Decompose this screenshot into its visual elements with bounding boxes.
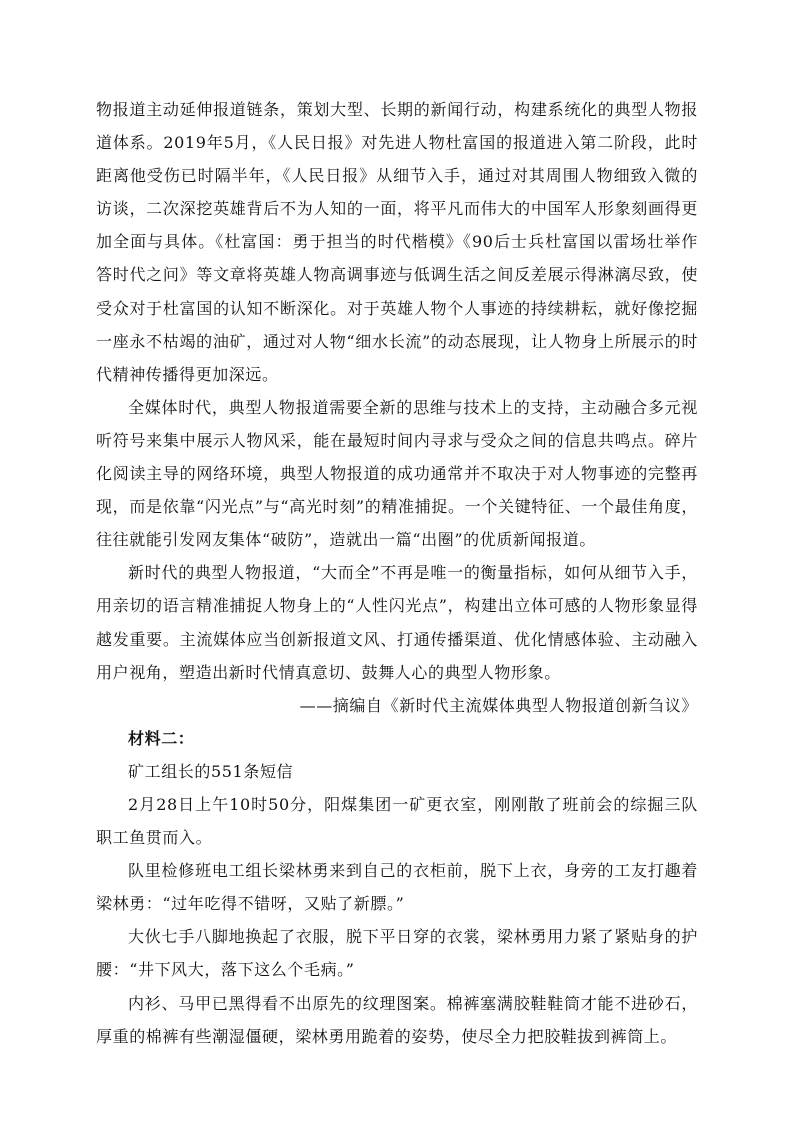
body-paragraph: 大伙七手八脚地换起了衣服，脱下平日穿的衣裳，梁林勇用力紧了紧贴身的护腰：“井下风大，落下这么个毛病。”: [96, 927, 698, 980]
body-paragraph: 物报道主动延伸报道链条，策划大型、长期的新闻行动，构建系统化的典型人物报道体系。2019年5月，《人民日报》对先进人物杜富国的报道进入第二阶段，此时距离他受伤已时隔半年，《人民日报》从细节入手，通过对其周围人物细致入微的访谈，二次深挖英雄背后不为人知的一面，将平凡而伟大的中国军人形象刻画得更加全面与具体。《杜富国：勇于担当的时代楷模》《90后士兵杜富国以雷场壮举作答时代之问》等文章将英雄人物高调事迹与低调生活之间反差展示得淋漓尽致，使受众对于杜富国的认知不断深化。对于英雄人物个人事迹的持续耕耘，就好像挖掘一座永不枯竭的油矿，通过对人物“细水长流”的动态展现，让人物身上所展示的时代精神传播得更加深远。: [96, 100, 698, 384]
body-paragraph: 全媒体时代，典型人物报道需要全新的思维与技术上的支持，主动融合多元视听符号来集中展示人物风采，能在最短时间内寻求与受众之间的信息共鸣点。碎片化阅读主导的网络环境，典型人物报道的成功通常并不取决于对人物事迹的完整再现，而是依靠“闪光点”与“高光时刻”的精准捕捉。一个关键特征、一个最佳角度，往往就能引发网友集体“破防”，造就出一篇“出圈”的优质新闻报道。: [96, 397, 698, 550]
body-paragraph: 新时代的典型人物报道，“大而全”不再是唯一的衡量指标，如何从细节入手，用亲切的语言精准捕捉人物身上的“人性闪光点”，构建出立体可感的人物形象显得越发重要。主流媒体应当创新报道文风、打通传播渠道、优化情感体验、主动融入用户视角，塑造出新时代情真意切、鼓舞人心的典型人物形象。: [96, 563, 698, 682]
article-title: 矿工组长的551条短信: [128, 761, 294, 781]
document-page: [96, 93, 698, 1053]
body-paragraph: 内衫、马甲已黑得看不出原先的纹理图案。棉裤塞满胶鞋鞋筒才能不进砂石，厚重的棉裤有些潮湿僵硬，梁林勇用跪着的姿势，使尽全力把胶鞋拔到裤筒上。: [96, 993, 698, 1046]
body-paragraph: 2月28日上午10时50分，阳煤集团一矿更衣室，刚刚散了班前会的综掘三队职工鱼贯而入。: [96, 794, 698, 848]
material-two-heading: 材料二：: [128, 728, 195, 748]
body-paragraph: 队里检修班电工组长梁林勇来到自己的衣柜前，脱下上衣，身旁的工友打趣着梁林勇：“过年吃得不错呀，又贴了新膘。”: [96, 861, 698, 914]
source-citation: ——摘编自《新时代主流媒体典型人物报道创新刍议》: [299, 695, 698, 715]
